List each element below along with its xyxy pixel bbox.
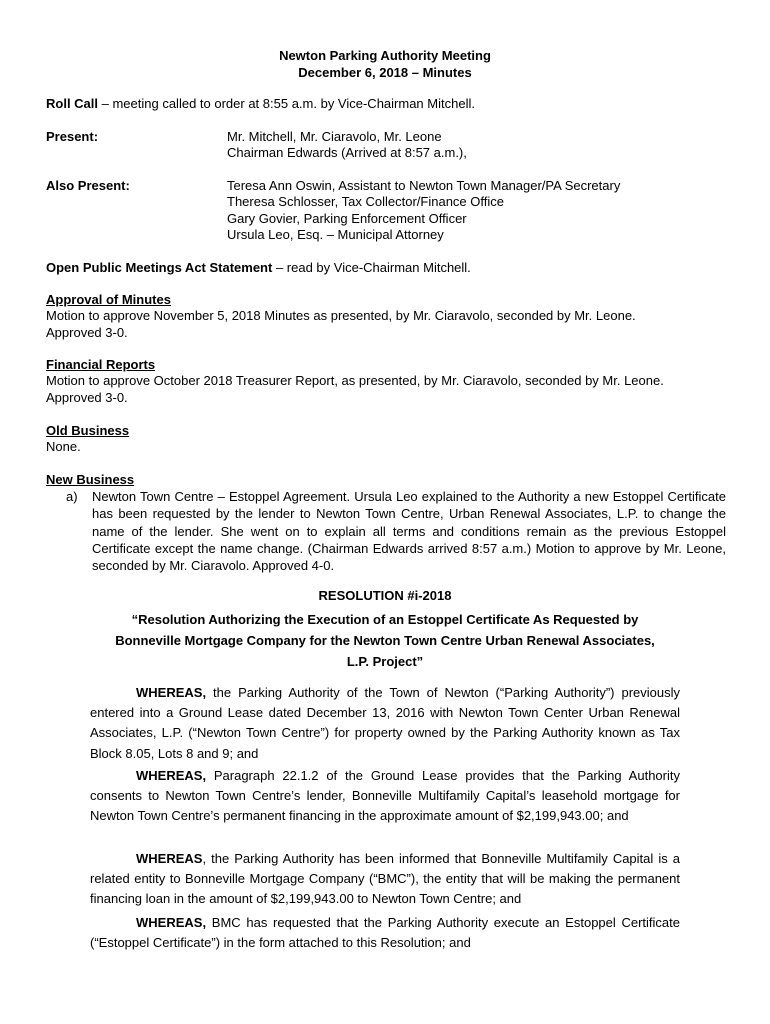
whereas-clause-4 <box>90 913 680 953</box>
approval-of-minutes-line: Motion to approve November 5, 2018 Minutes as presented, by Mr. Ciaravolo, seconded by Mr. Leone. <box>46 308 636 324</box>
opma-label: Open Public Meetings Act Statement <box>46 260 273 275</box>
resolution-title-line: L.P. Project” <box>346 654 424 669</box>
old-business-text: None. <box>46 439 81 455</box>
whereas-clause-2 <box>90 766 680 827</box>
whereas-label: WHEREAS, <box>136 768 207 783</box>
present-list <box>227 129 467 162</box>
resolution-title <box>0 609 770 672</box>
whereas-clause-3 <box>90 849 680 910</box>
whereas-clause-1 <box>90 683 680 764</box>
new-business-item <box>66 488 726 574</box>
roll-call-label: Roll Call <box>46 96 99 111</box>
present-line: Mr. Mitchell, Mr. Ciaravolo, Mr. Leone <box>227 129 442 144</box>
also-present-label: Also Present: <box>46 178 130 193</box>
new-business-item-text: Newton Town Centre – Estoppel Agreement. Ursula Leo explained to the Authority a new Estoppel Certificate has been requested by the lender to Newton Town Centre, Urban Renewal Associates, L.P. to change the name of the lender. She went on to explain all terms and conditions remain as the previous Estoppel Certificate except the name change. (Chairman Edwards arrived 8:57 a.m.) Motion to approve by Mr. Leone, seconded by Mr. Ciaravolo. Approved 4-0. <box>92 489 726 574</box>
financial-reports-line: Approved 3-0. <box>46 389 128 405</box>
also-present-line: Theresa Schlosser, Tax Collector/Finance Office <box>227 194 504 210</box>
whereas-label: WHEREAS <box>136 851 203 866</box>
present-line: Chairman Edwards (Arrived at 8:57 a.m.), <box>227 145 467 161</box>
approval-of-minutes-line: Approved 3-0. <box>46 324 128 340</box>
old-business-section <box>46 423 726 456</box>
roll-call <box>46 96 475 112</box>
whereas-text: BMC has requested that the Parking Authority execute an Estoppel Certificate (“Estoppel Certificate”) in the form attached to this Resolution; and <box>90 915 680 951</box>
new-business-section <box>46 472 726 488</box>
resolution-title-line: Bonneville Mortgage Company for the Newton Town Centre Urban Renewal Associates, <box>115 633 655 648</box>
opma-statement <box>46 260 471 276</box>
resolution-title-line: “Resolution Authorizing the Execution of an Estoppel Certificate As Requested by <box>131 612 639 627</box>
also-present-line: Gary Govier, Parking Enforcement Officer <box>227 210 467 226</box>
whereas-text: the Parking Authority of the Town of Newton (“Parking Authority”) previously entered into a Ground Lease dated December 13, 2016 with Newton Town Center Urban Renewal Associates, L.P. (“Newton Town Centre”) for property owned by the Parking Authority known as Tax Block 8.05, Lots 8 and 9; and <box>90 685 680 761</box>
financial-reports-line: Motion to approve October 2018 Treasurer Report, as presented, by Mr. Ciaravolo, seconded by Mr. Leone. <box>46 373 664 389</box>
whereas-text: , the Parking Authority has been informed that Bonneville Multifamily Capital is a related entity to Bonneville Mortgage Company (“BMC”), the entity that will be making the permanent financing loan in the amount of $2,199,943.00 to Newton Town Centre; and <box>90 851 680 907</box>
document-title: Newton Parking Authority Meeting <box>279 48 491 63</box>
resolution-number: RESOLUTION #i-2018 <box>318 588 452 603</box>
new-business-heading: New Business <box>46 472 135 487</box>
whereas-text: Paragraph 22.1.2 of the Ground Lease provides that the Parking Authority consents to Newton Town Centre’s lender, Bonneville Multifamily Capital’s leasehold mortgage for Newton Town Centre’s permanent financing in the approximate amount of $2,199,943.00; and <box>90 768 680 824</box>
approval-of-minutes-heading: Approval of Minutes <box>46 292 171 307</box>
financial-reports-heading: Financial Reports <box>46 357 156 372</box>
document-subtitle: December 6, 2018 – Minutes <box>298 65 472 80</box>
also-present-line: Ursula Leo, Esq. – Municipal Attorney <box>227 226 444 242</box>
roll-call-text: – meeting called to order at 8:55 a.m. by Vice-Chairman Mitchell. <box>98 96 475 111</box>
also-present-list <box>227 178 620 243</box>
opma-text: – read by Vice-Chairman Mitchell. <box>272 260 471 275</box>
present-label: Present: <box>46 129 99 144</box>
whereas-label: WHEREAS, <box>136 685 207 700</box>
old-business-heading: Old Business <box>46 423 130 438</box>
also-present-line: Teresa Ann Oswin, Assistant to Newton Town Manager/PA Secretary <box>227 178 621 193</box>
approval-of-minutes-section <box>46 292 726 341</box>
whereas-label: WHEREAS, <box>136 915 207 930</box>
financial-reports-section <box>46 357 726 406</box>
new-business-item-letter: a) <box>66 489 78 504</box>
